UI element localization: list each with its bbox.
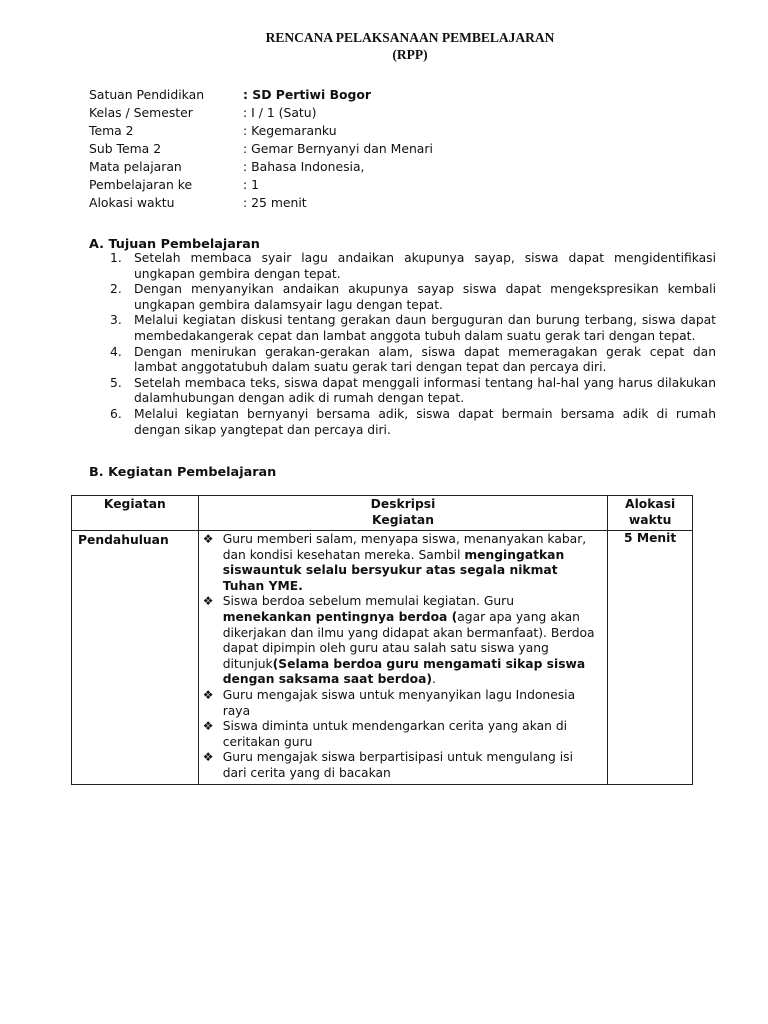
activity-text: Guru mengajak siswa berpartisipasi untuk mengulang isi dari cerita yang di bacakan: [222, 750, 574, 780]
identity-value: : I / 1 (Satu): [243, 105, 317, 120]
activity-text: Guru memberi salam, menyapa siswa, menanyakan kabar, dan kondisi kesehatan mereka. Sambil: [222, 532, 587, 562]
goal-text: Melalui kegiatan bernyanyi bersama adik, siswa dapat bermain bersama adik di rumah dengan sikap yangtepat dan percaya diri.: [134, 406, 716, 437]
document-subtitle: (RPP): [392, 47, 428, 62]
goal-item: [110, 407, 716, 438]
header-kegiatan: [72, 496, 199, 531]
document-title: RENCANA PELAKSANAAN PEMBELAJARAN: [265, 30, 555, 45]
activity-text: Siswa diminta untuk mendengarkan cerita yang akan di ceritakan guru: [222, 719, 568, 749]
phase-cell: [72, 531, 199, 785]
activity-item: [203, 688, 600, 719]
goals-list: [110, 251, 716, 438]
activity-text: Guru mengajak siswa untuk menyanyikan lagu Indonesia raya: [222, 687, 576, 718]
identity-value: : Kegemaranku: [243, 123, 337, 138]
activity-item: [203, 594, 600, 688]
activity-item: [203, 719, 600, 750]
identity-label: Satuan Pendidikan: [89, 87, 205, 102]
goal-text: Dengan menyanyikan andaikan akupunya sayap siswa dapat mengekspresikan kembali ungkapan gembira dalamsyair lagu dengan tepat.: [134, 282, 716, 312]
identity-value: : Bahasa Indonesia,: [243, 159, 365, 174]
header-deskripsi-line2: Kegiatan: [372, 512, 434, 527]
identity-label: Mata pelajaran: [89, 159, 182, 174]
activity-text: Siswa berdoa sebelum memulai kegiatan. Guru: [222, 594, 514, 609]
activity-item: [203, 532, 600, 594]
header-alokasi-line2: waktu: [628, 512, 672, 527]
goal-number: 4.: [110, 344, 122, 359]
activity-text-bold: menekankan pentingnya berdoa (: [222, 609, 458, 624]
header-kegiatan-label: Kegiatan: [103, 497, 166, 511]
goal-number: 3.: [110, 313, 122, 328]
activity-text-bold: mengingatkan siswauntuk selalu bersyukur atas segala nikmat Tuhan YME.: [222, 547, 565, 593]
activity-text: agar apa yang akan dikerjakan dan ilmu yang didapat akan bermanfaat). Berdoa dapat dipimpin oleh guru atau salah satu siswa yang ditunjuk: [222, 609, 595, 671]
header-alokasi-line1: Alokasi: [625, 497, 676, 511]
goal-number: 5.: [110, 375, 122, 390]
phase-label: Pendahuluan: [78, 533, 169, 547]
identity-value: : 25 menit: [243, 195, 307, 210]
identity-value: : 1: [243, 177, 259, 192]
goal-number: 1.: [110, 251, 122, 265]
goal-text: Melalui kegiatan diskusi tentang gerakan daun berguguran dan burung terbang, siswa dapat membedakangerak cepat dan lambat anggota tubuh dalam suatu gerak tari dengan tepat.: [134, 313, 716, 343]
description-cell: [198, 531, 608, 785]
goal-number: 6.: [110, 406, 122, 421]
table-row: [72, 531, 693, 785]
diamond-bullet-icon: ❖: [202, 594, 214, 609]
identity-label: Kelas / Semester: [89, 105, 193, 120]
goal-item: [110, 313, 716, 344]
time-allocation: 5 Menit: [624, 531, 677, 545]
time-cell: [608, 531, 693, 785]
diamond-bullet-icon: ❖: [202, 719, 214, 734]
diamond-bullet-icon: ❖: [202, 750, 214, 765]
table-header-row: [72, 496, 693, 531]
activity-text: .: [432, 672, 436, 687]
goal-item: [110, 345, 716, 376]
section-a-heading: A. Tujuan Pembelajaran: [89, 237, 260, 252]
goal-item: [110, 251, 716, 282]
identity-value: : SD Pertiwi Bogor: [243, 87, 372, 102]
diamond-bullet-icon: ❖: [202, 687, 214, 702]
goal-item: [110, 282, 716, 313]
goal-text: Setelah membaca teks, siswa dapat menggali informasi tentang hal-hal yang harus dilakukan dalamhubungan dengan adik di rumah dengan tepat.: [134, 375, 716, 406]
identity-label: Pembelajaran ke: [89, 177, 193, 192]
header-deskripsi: [198, 496, 608, 531]
header-alokasi: [608, 496, 693, 531]
activity-table: [71, 495, 693, 785]
identity-label: Alokasi waktu: [89, 195, 175, 210]
identity-label: Tema 2: [89, 123, 134, 138]
goal-text: Setelah membaca syair lagu andaikan akupunya sayap, siswa dapat mengidentifikasi ungkapan gembira dengan tepat.: [134, 251, 716, 281]
goal-text: Dengan menirukan gerakan-gerakan alam, siswa dapat memeragakan gerak cepat dan lambat anggotatubuh dalam suatu gerak tari dengan tepat dan percaya diri.: [134, 344, 716, 375]
goal-number: 2.: [110, 282, 122, 297]
header-deskripsi-line1: Deskripsi: [370, 497, 436, 511]
section-b-heading: B. Kegiatan Pembelajaran: [89, 465, 277, 480]
activity-item: [203, 750, 600, 781]
diamond-bullet-icon: ❖: [202, 532, 214, 546]
identity-label: Sub Tema 2: [89, 141, 162, 156]
identity-value: : Gemar Bernyanyi dan Menari: [243, 141, 433, 156]
goal-item: [110, 376, 716, 407]
activity-text-bold: (Selama berdoa guru mengamati sikap siswa dengan saksama saat berdoa): [222, 656, 586, 687]
